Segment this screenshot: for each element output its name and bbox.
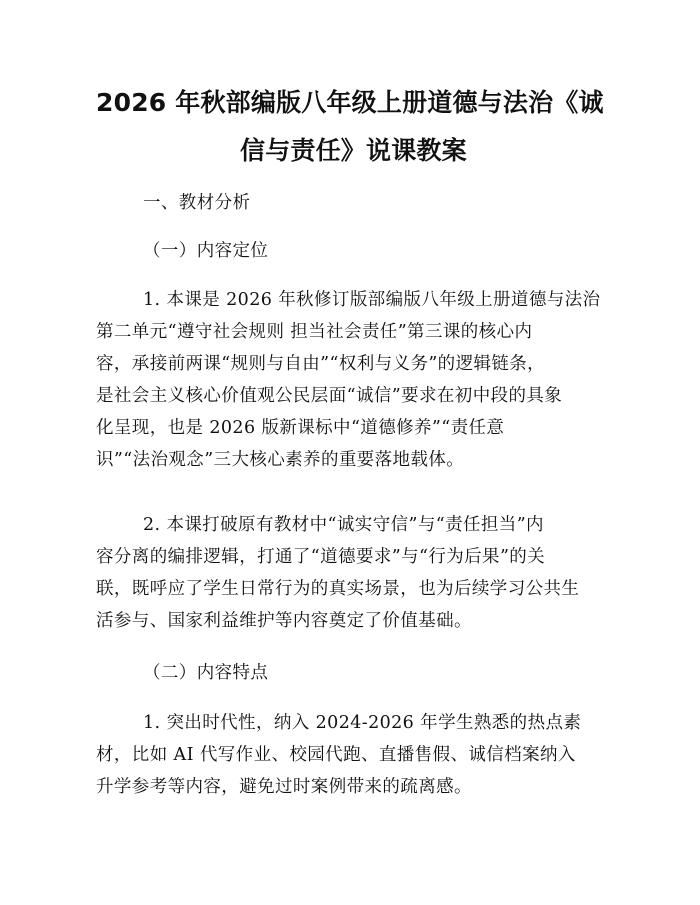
title-line-2: 信与责任》说课教案 xyxy=(240,136,467,165)
paragraph-line: 容分离的编排逻辑，打通了“道德要求”与“行为后果”的关 xyxy=(96,547,546,567)
paragraph-line: 2. 本课打破原有教材中“诚实守信”与“责任担当”内 xyxy=(143,515,544,535)
paragraph-line: 化呈现，也是 2026 版新课标中“道德修养”“责任意 xyxy=(96,418,505,438)
paragraph-line: 联，既呼应了学生日常行为的真实场景，也为后续学习公共生 xyxy=(96,579,580,599)
paragraph-line: 升学参考等内容，避免过时案例带来的疏离感。 xyxy=(96,777,472,797)
paragraph-line: 是社会主义核心价值观公民层面“诚信”要求在初中段的具象 xyxy=(96,386,563,406)
subsection-heading: （二）内容特点 xyxy=(143,663,269,683)
paragraph-line: 1. 突出时代性，纳入 2024-2026 年学生熟悉的热点素 xyxy=(143,713,582,733)
subsection-heading: （一）内容定位 xyxy=(143,241,269,261)
paragraph-line: 材，比如 AI 代写作业、校园代跑、直播售假、诚信档案纳入 xyxy=(96,745,576,765)
paragraph-line: 容，承接前两课“规则与自由”“权利与义务”的逻辑链条， xyxy=(96,354,546,374)
section-heading: 一、教材分析 xyxy=(143,193,251,213)
paragraph-line: 活参与、国家利益维护等内容奠定了价值基础。 xyxy=(96,611,472,631)
paragraph-line: 第二单元“遵守社会规则 担当社会责任”第三课的核心内 xyxy=(96,322,533,342)
paragraph-line: 识”“法治观念”三大核心素养的重要落地载体。 xyxy=(96,450,465,470)
title-line-1: 2026 年秋部编版八年级上册道德与法治《诚 xyxy=(96,88,604,117)
paragraph-line: 1. 本课是 2026 年秋修订版部编版八年级上册道德与法治 xyxy=(143,290,601,310)
